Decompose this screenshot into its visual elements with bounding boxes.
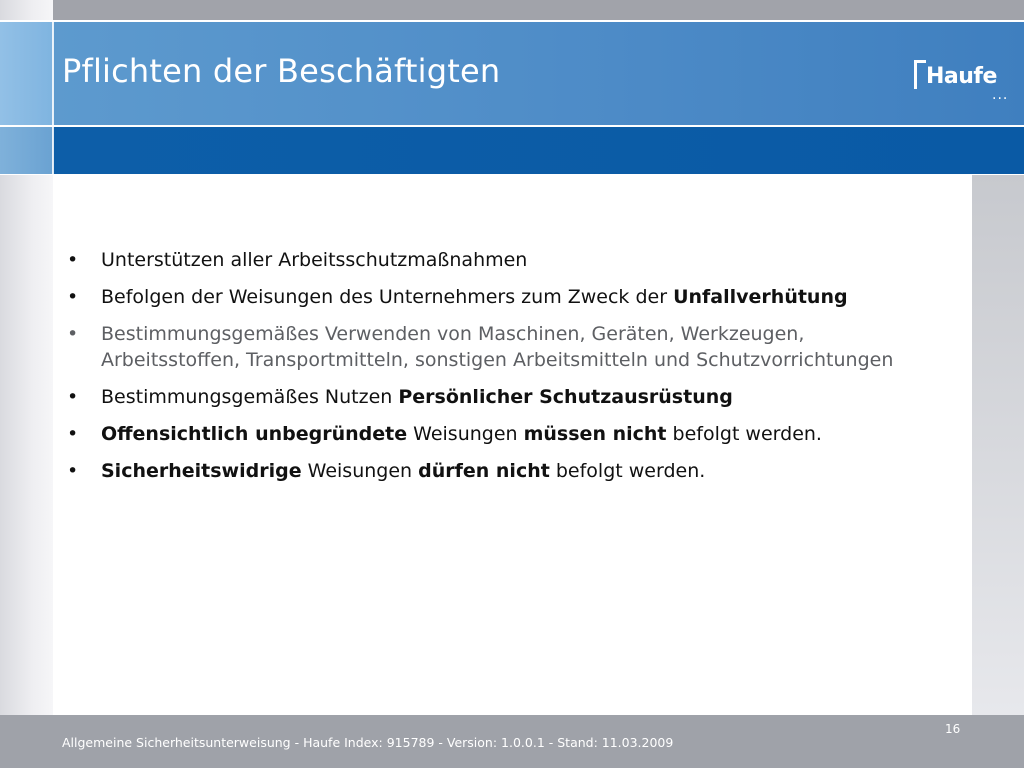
page-number: 16	[945, 722, 961, 736]
logo-dots: ...	[992, 87, 1009, 103]
bullet-text: Befolgen der Weisungen des Unternehmers zum Zweck der	[101, 286, 674, 308]
logo-text: Haufe	[926, 64, 997, 89]
bullet-text-bold: müssen nicht	[523, 423, 667, 445]
bullet-dot: •	[67, 386, 79, 408]
bullet-item	[67, 321, 947, 373]
bullet-text: Bestimmungsgemäßes Nutzen	[101, 386, 399, 408]
bullet-list	[67, 247, 947, 495]
bullet-text-bold: Sicherheitswidrige	[101, 460, 302, 482]
header-divider-line	[52, 20, 54, 175]
bullet-text-bold: Unfallverhütung	[673, 286, 848, 308]
bullet-text-bold: Offensichtlich unbegründete	[101, 423, 408, 445]
bullet-item	[67, 384, 947, 410]
bullet-text: Bestimmungsgemäßes Verwenden von Maschinen, Geräten, Werkzeugen, Arbeitsstoffen, Transportmitteln, sonstigen Arbeitsmitteln und Schutzvorrichtungen	[101, 323, 894, 371]
bullet-dot: •	[67, 249, 79, 271]
bullet-item	[67, 421, 947, 447]
haufe-logo	[914, 58, 1014, 102]
right-decorative-strip	[972, 175, 1024, 715]
bullet-text: befolgt werden.	[549, 460, 706, 482]
bullet-dot: •	[67, 286, 79, 308]
bullet-dot: •	[67, 323, 79, 345]
bullet-text: Weisungen	[407, 423, 524, 445]
bullet-dot: •	[67, 423, 79, 445]
header-subband	[0, 127, 1024, 175]
bullet-text: Weisungen	[301, 460, 419, 482]
bullet-item	[67, 458, 947, 484]
bullet-item	[67, 284, 947, 310]
top-gray-band	[53, 0, 1024, 20]
bullet-item	[67, 247, 947, 273]
footer-bar	[0, 715, 1024, 768]
footer-text: Allgemeine Sicherheitsunterweisung - Haufe Index: 915789 - Version: 1.0.0.1 - Stand: 11.03.2009	[62, 735, 674, 750]
bullet-text: befolgt werden.	[666, 423, 822, 445]
logo-bracket-icon	[914, 60, 926, 89]
bullet-text: Unterstützen aller Arbeitsschutzmaßnahmen	[101, 249, 528, 271]
bullet-text-bold: Persönlicher Schutzausrüstung	[398, 386, 733, 408]
slide-content	[53, 175, 972, 715]
slide-title: Pflichten der Beschäftigten	[62, 52, 501, 90]
bullet-text-bold: dürfen nicht	[418, 460, 550, 482]
bullet-dot: •	[67, 460, 79, 482]
